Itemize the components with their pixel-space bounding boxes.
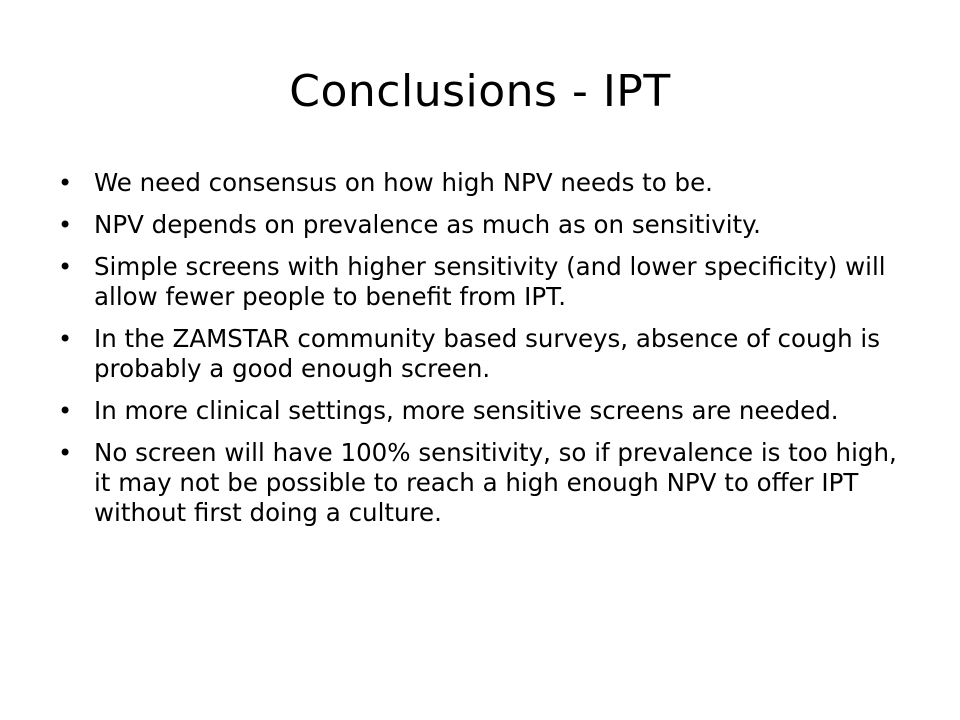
bullet-dot-icon: • xyxy=(58,397,73,425)
bullet-dot-icon: • xyxy=(58,211,73,239)
bullet-item xyxy=(58,252,908,312)
bullet-text: In the ZAMSTAR community based surveys, absence of cough is probably a good enough screen. xyxy=(94,324,880,383)
bullet-dot-icon: • xyxy=(58,253,73,281)
bullet-text: We need consensus on how high NPV needs to be. xyxy=(94,168,713,197)
bullet-item xyxy=(58,210,908,240)
slide-title: Conclusions - IPT xyxy=(289,66,671,117)
bullet-dot-icon: • xyxy=(58,325,73,353)
bullet-text: Simple screens with higher sensitivity (and lower specificity) will allow fewer people to benefit from IPT. xyxy=(94,252,886,311)
bullet-item xyxy=(58,168,908,198)
bullet-list xyxy=(58,168,908,540)
bullet-dot-icon: • xyxy=(58,439,73,467)
bullet-dot-icon: • xyxy=(58,169,73,197)
bullet-text: NPV depends on prevalence as much as on sensitivity. xyxy=(94,210,761,239)
bullet-item xyxy=(58,396,908,426)
bullet-item xyxy=(58,324,908,384)
bullet-text: In more clinical settings, more sensitive screens are needed. xyxy=(94,396,839,425)
bullet-text: No screen will have 100% sensitivity, so if prevalence is too high, it may not be possible to reach a high enough NPV to offer IPT without first doing a culture. xyxy=(94,438,897,527)
bullet-item xyxy=(58,438,908,528)
